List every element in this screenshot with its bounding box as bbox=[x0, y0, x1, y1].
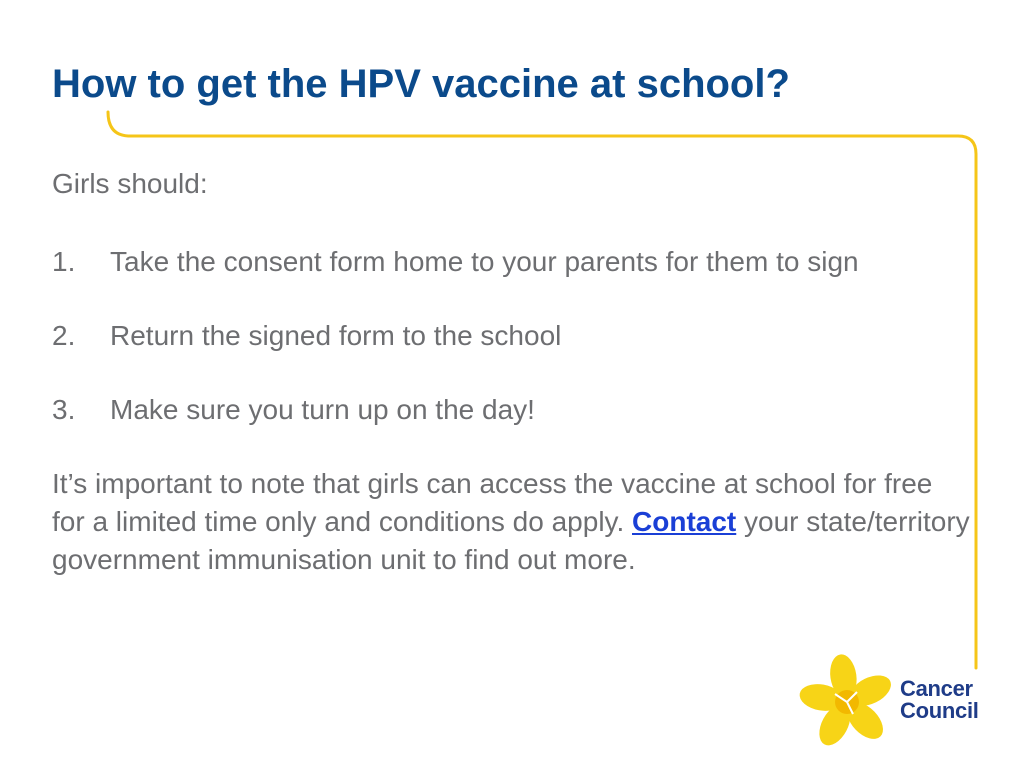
list-item bbox=[52, 317, 972, 355]
step-text: Return the signed form to the school bbox=[110, 320, 562, 351]
steps-list bbox=[52, 243, 972, 429]
logo-text-line1: Cancer bbox=[900, 676, 973, 701]
note-text-before: It’s important to note that girls can access the vaccine at school for free for a limited time only and conditions do apply. bbox=[52, 468, 933, 537]
step-number: 3. bbox=[52, 394, 76, 425]
step-number: 2. bbox=[52, 320, 76, 351]
list-item bbox=[52, 391, 972, 429]
daffodil-icon bbox=[795, 650, 900, 755]
step-text: Take the consent form home to your parents for them to sign bbox=[110, 246, 859, 277]
slide-content bbox=[52, 165, 972, 579]
contact-link[interactable]: Contact bbox=[632, 506, 737, 537]
list-item bbox=[52, 243, 972, 281]
step-text: Make sure you turn up on the day! bbox=[110, 394, 535, 425]
logo-wordmark bbox=[900, 678, 979, 722]
note-paragraph bbox=[52, 465, 972, 579]
cancer-council-logo bbox=[795, 650, 1005, 755]
page-title: How to get the HPV vaccine at school? bbox=[52, 62, 790, 106]
note-text-after: your state/territory government immunisation unit to find out more. bbox=[52, 506, 970, 575]
step-number: 1. bbox=[52, 246, 76, 277]
intro-text: Girls should: bbox=[52, 168, 208, 199]
logo-text-line2: Council bbox=[900, 698, 979, 723]
